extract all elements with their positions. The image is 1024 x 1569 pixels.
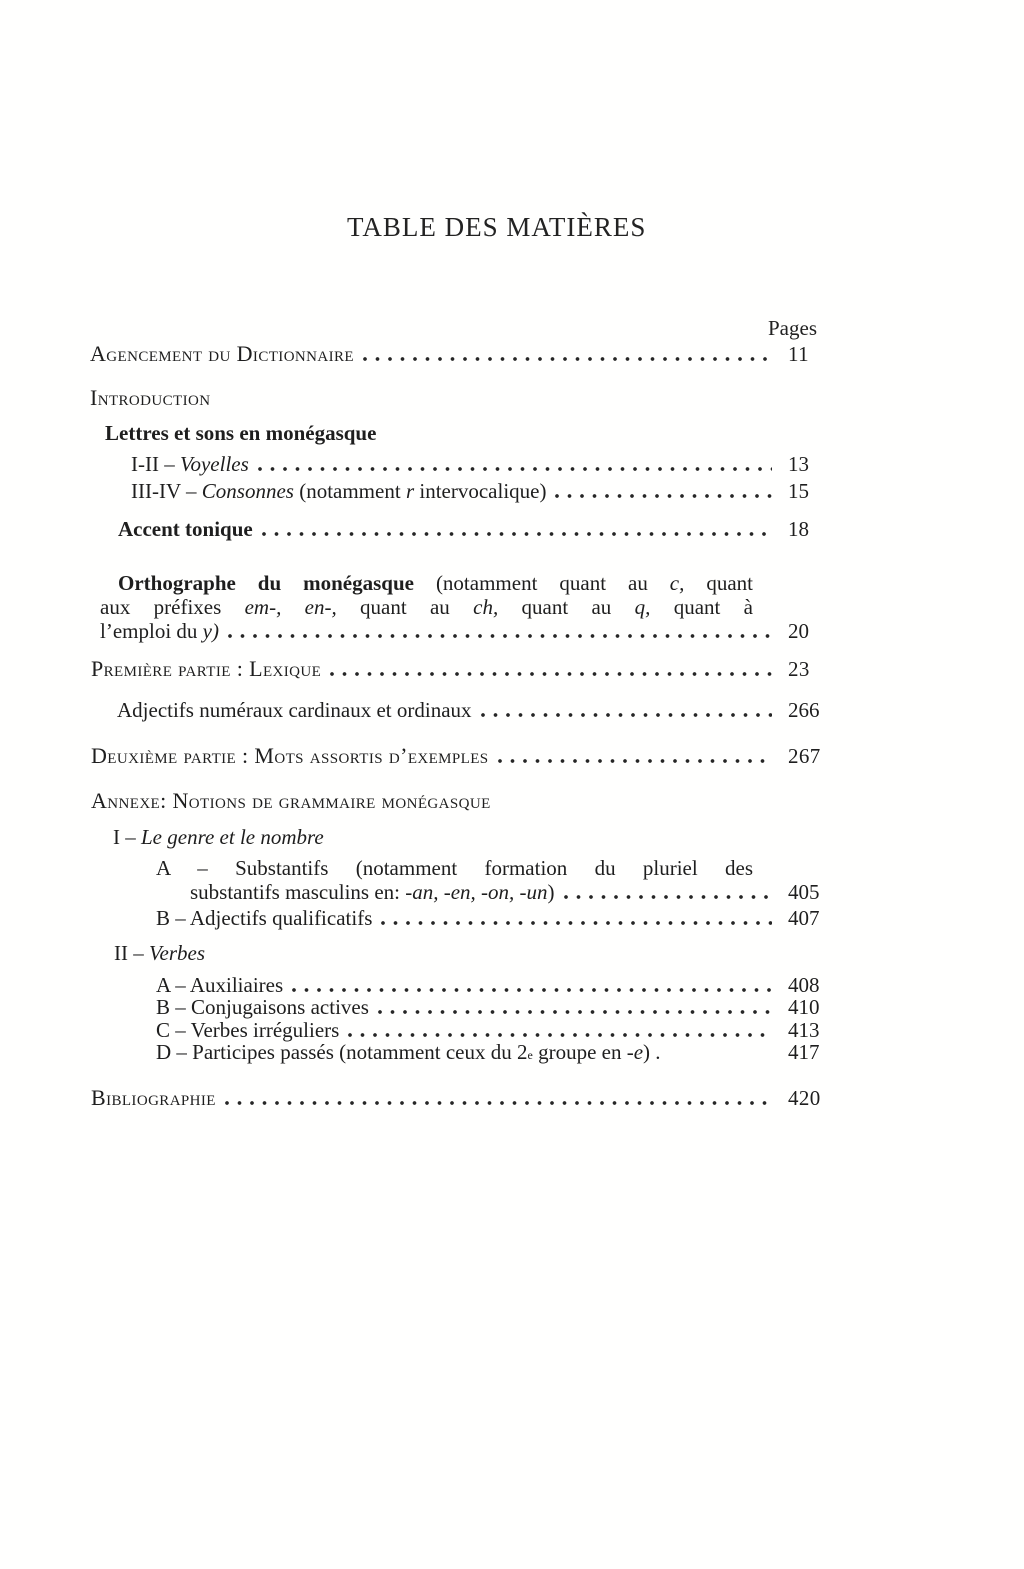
toc-entry-text: (notamment bbox=[293, 479, 406, 503]
toc-entry-text: substantifs masculins en: bbox=[190, 880, 406, 904]
toc-heading-prefix: II – bbox=[114, 941, 149, 965]
page-number: 417 bbox=[788, 1040, 820, 1064]
toc-entry-label: A – Auxiliaires bbox=[156, 973, 284, 997]
toc-entry-conjugaisons bbox=[156, 995, 844, 1020]
leader-dots bbox=[498, 759, 772, 763]
leader-dots bbox=[292, 988, 772, 992]
toc-entry-text: quant au bbox=[498, 595, 635, 619]
toc-entry-text-italic: ch, bbox=[473, 595, 499, 619]
toc-entry-consonnes bbox=[131, 479, 844, 504]
toc-heading-prefix: I – bbox=[113, 825, 141, 849]
toc-entry-label: Première partie : Lexique bbox=[91, 656, 322, 681]
page-number: 407 bbox=[788, 906, 820, 930]
leader-dots bbox=[262, 532, 772, 536]
leader-dots bbox=[330, 672, 772, 676]
toc-entry-line1 bbox=[100, 571, 753, 595]
toc-entry-text: l’emploi du bbox=[100, 619, 203, 643]
toc-entry-accent-tonique bbox=[118, 517, 844, 542]
page-number: 18 bbox=[788, 517, 809, 541]
toc-heading-introduction bbox=[90, 385, 210, 410]
toc-entry-substantifs bbox=[156, 856, 844, 904]
page-number: 23 bbox=[788, 657, 810, 681]
toc-entry-text: quant au bbox=[336, 595, 474, 619]
toc-entry-deuxieme-partie bbox=[91, 743, 844, 769]
toc-entry-text: aux préfixes bbox=[100, 595, 245, 619]
toc-entry-text-italic: -e bbox=[626, 1040, 644, 1064]
toc-entry-text-italic: c, bbox=[669, 571, 685, 595]
page-number: 420 bbox=[788, 1086, 821, 1110]
page-number: 413 bbox=[788, 1018, 820, 1042]
toc-entry-adjectifs-qualificatifs bbox=[156, 906, 844, 931]
toc-entry-label: Orthographe du monégasque bbox=[118, 571, 414, 595]
toc-entry-voyelles bbox=[131, 452, 844, 477]
leader-dots bbox=[363, 357, 772, 361]
leader-dots bbox=[381, 921, 772, 925]
page-number: 13 bbox=[788, 452, 809, 476]
leader-dots bbox=[564, 895, 772, 899]
toc-entry-text-italic: em-, en-, bbox=[244, 595, 337, 619]
toc-heading-label: Le genre et le nombre bbox=[141, 825, 324, 849]
toc-entry-text-italic: r bbox=[405, 479, 415, 503]
toc-entry-label: Agencement du Dictionnaire bbox=[90, 341, 354, 366]
toc-entry-bibliographie bbox=[91, 1085, 844, 1111]
page-number: 15 bbox=[788, 479, 809, 503]
leader-dots bbox=[481, 713, 772, 717]
toc-entry-label: Voyelles bbox=[179, 452, 249, 476]
toc-heading-annexe bbox=[91, 788, 491, 813]
toc-entry-text-italic: -an, -en, -on, -un bbox=[405, 880, 548, 904]
toc-entry-text: ) . bbox=[643, 1040, 661, 1064]
toc-entry-text: A – Substantifs (notamment formation du pluriel des bbox=[156, 856, 753, 880]
toc-entry-text: intervocalique) bbox=[414, 479, 547, 503]
toc-entry-label: Bibliographie bbox=[91, 1085, 216, 1110]
toc-entry-text: D – Participes passés (notamment ceux du 2 bbox=[156, 1040, 528, 1064]
toc-entry-text: (notamment quant au bbox=[413, 571, 670, 595]
page-number: 405 bbox=[788, 880, 820, 904]
toc-heading-label: Introduction bbox=[90, 385, 211, 410]
toc-entry-line2 bbox=[190, 880, 844, 904]
leader-dots bbox=[378, 1010, 772, 1014]
pages-column-header: Pages bbox=[768, 316, 817, 340]
page-number: 266 bbox=[788, 698, 820, 722]
page-number: 408 bbox=[788, 973, 820, 997]
toc-entry-text: ) bbox=[547, 880, 555, 904]
toc-entry-label: Adjectifs numéraux cardinaux et ordinaux bbox=[117, 698, 472, 722]
toc-heading-label: Lettres et sons en monégasque bbox=[105, 421, 377, 445]
toc-entry-text: groupe en bbox=[532, 1040, 627, 1064]
toc-entry-participes-passes: D – Participes passés (notamment ceux du 2 e groupe en -e ) . 417 bbox=[156, 1040, 844, 1065]
toc-heading-label: Annexe: Notions de grammaire monégasque bbox=[91, 788, 491, 813]
page-number: 267 bbox=[788, 744, 821, 768]
toc-entry-prefix: I-II – bbox=[131, 452, 180, 476]
toc-entry-text-italic: y) bbox=[202, 619, 219, 643]
toc-entry-line2 bbox=[100, 595, 753, 619]
leader-dots bbox=[555, 494, 772, 498]
toc-heading-genre-nombre bbox=[113, 825, 324, 850]
page-number: 11 bbox=[788, 342, 810, 366]
toc-entry-label: B – Adjectifs qualificatifs bbox=[156, 906, 373, 930]
toc-entry-line1 bbox=[156, 856, 753, 880]
leader-dots bbox=[258, 467, 772, 471]
toc-entry-text-italic: q, bbox=[634, 595, 651, 619]
toc-entry-prefix: III-IV – bbox=[131, 479, 202, 503]
toc-entry-label: Deuxième partie : Mots assortis d’exemples bbox=[91, 743, 489, 768]
toc-heading-verbes bbox=[114, 941, 205, 966]
leader-dots bbox=[225, 1101, 772, 1105]
toc-entry-text: quant à bbox=[650, 595, 753, 619]
leader-dots bbox=[228, 634, 772, 638]
toc-entry-agencement bbox=[90, 341, 844, 367]
toc-entry-text: quant bbox=[684, 571, 753, 595]
toc-entry-label: C – Verbes irréguliers bbox=[156, 1018, 340, 1042]
page-number: 20 bbox=[788, 619, 809, 643]
toc-heading-lettres-et-sons bbox=[105, 421, 376, 446]
toc-entry-label: B – Conjugaisons actives bbox=[156, 995, 369, 1019]
page-title: TABLE DES MATIÈRES bbox=[347, 212, 647, 242]
toc-entry-line3 bbox=[100, 619, 844, 643]
leader-dots bbox=[348, 1033, 772, 1037]
page-number: 410 bbox=[788, 995, 820, 1019]
toc-entry-adjectifs-numeraux bbox=[117, 698, 844, 723]
toc-entry-premiere-partie bbox=[91, 656, 844, 682]
toc-entry-label: Consonnes bbox=[201, 479, 294, 503]
toc-entry-label: Accent tonique bbox=[118, 517, 253, 541]
toc-heading-label: Verbes bbox=[149, 941, 205, 965]
toc-entry-orthographe bbox=[100, 571, 844, 643]
